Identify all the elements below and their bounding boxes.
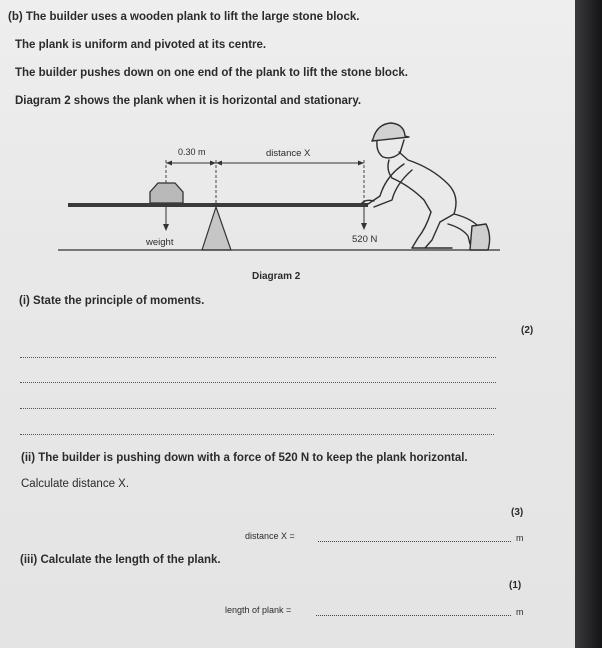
builder-figure: [362, 123, 490, 250]
part-ii-marks: (3): [511, 507, 524, 518]
part-ii-question: (ii) The builder is pushing down with a force of 520 N to keep the plank horizontal.: [21, 452, 468, 464]
intro-line-3: The builder pushes down on one end of the plank to lift the stone block.: [15, 67, 408, 79]
label-distance-x: distance X: [266, 148, 311, 159]
dark-background-edge: [575, 0, 602, 648]
answer-line-2[interactable]: [20, 382, 496, 383]
answer-line-3[interactable]: [20, 408, 496, 409]
plank: [68, 203, 368, 207]
pivot: [202, 207, 231, 250]
plank-length-unit: m: [516, 607, 524, 617]
answer-line-4[interactable]: [20, 434, 494, 435]
part-ii-instruction: Calculate distance X.: [21, 478, 130, 490]
distance-x-unit: m: [516, 533, 524, 543]
stone-block: [150, 183, 183, 203]
diagram-caption: Diagram 2: [252, 271, 301, 282]
intro-line-2: The plank is uniform and pivoted at its centre.: [15, 39, 267, 51]
plank-length-label: length of plank =: [225, 605, 292, 615]
part-iii-marks: (1): [509, 580, 522, 591]
label-weight: weight: [146, 237, 174, 248]
plank-length-answer-line[interactable]: [316, 615, 511, 616]
part-iii-question: (iii) Calculate the length of the plank.: [20, 554, 221, 566]
intro-line-1: (b) The builder uses a wooden plank to lift the large stone block.: [8, 11, 360, 23]
distance-x-label: distance X =: [245, 531, 295, 541]
label-force: 520 N: [352, 234, 378, 245]
part-i-marks: (2): [521, 325, 534, 336]
distance-x-answer-line[interactable]: [318, 541, 511, 542]
part-i-question: (i) State the principle of moments.: [19, 295, 205, 307]
answer-line-1[interactable]: [20, 357, 496, 358]
label-030: 0.30 m: [178, 147, 206, 157]
diagram-2: [0, 0, 575, 300]
intro-line-4: Diagram 2 shows the plank when it is horizontal and stationary.: [15, 95, 362, 107]
